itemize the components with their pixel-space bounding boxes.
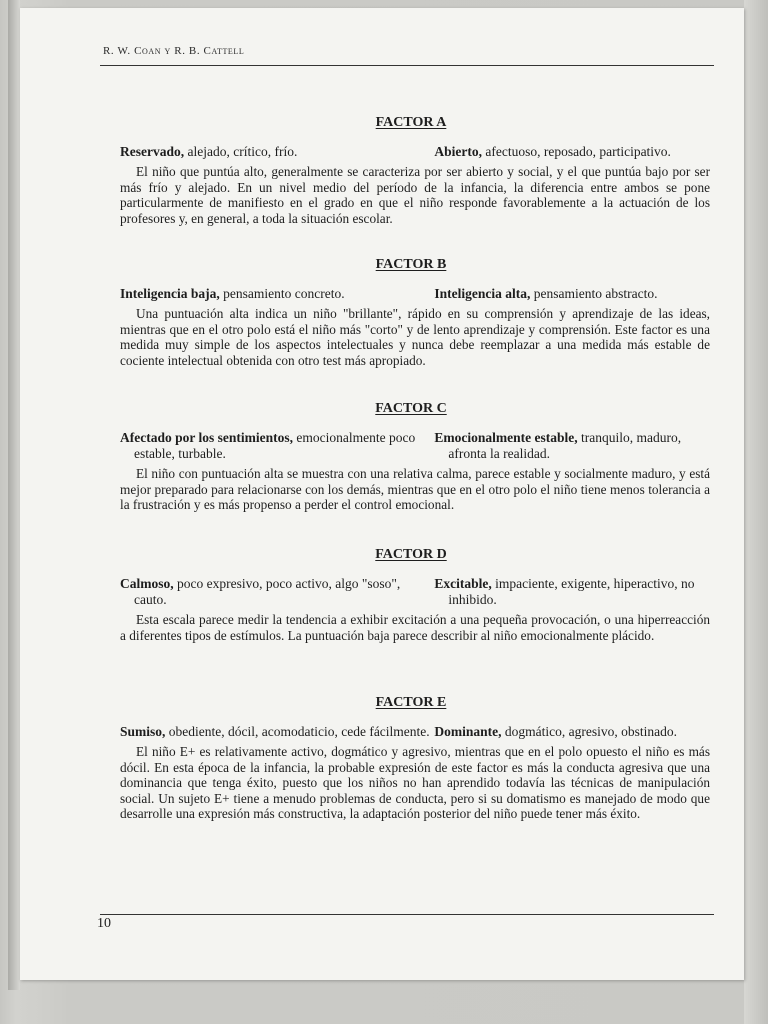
low-pole xyxy=(120,724,434,740)
factor-title: FACTOR B xyxy=(375,257,447,272)
factor-description: El niño que puntúa alto, generalmente se caracteriza por ser abierto y social, y el que puntúa bajo por ser más frío y alejado. En un nivel medio del período de la infancia, la diferencia entre ambos se pone particularmente de manifiesto en el grado en que el niño responde favorablemente a la actuación de los profesores y, en general, a toda la situación escolar. xyxy=(120,164,710,226)
factor-description: Esta escala parece medir la tendencia a exhibir excitación a una pequeña provocación, o una hiperreacción a diferentes tipos de estímulos. La puntuación baja parece describir al niño emocionalmente plácido. xyxy=(120,612,710,643)
low-pole-description: emocionalmente poco estable, turbable. xyxy=(134,430,416,461)
factor-description: El niño E+ es relativamente activo, dogmático y agresivo, mientras que en el polo opuesto el niño es más dócil. En esta época de la infancia, la probable expresión de este factor es más la conducta agresiva que una dominancia que tenga éxito, puesto que los niños no han aprendido todavía las técnicas de manipulación social. Un sujeto E+ tiene a menudo problemas de conducta, pero si su domatismo es manejado de modo que desarrolle una expresión más constructiva, la adaptación posterior del niño puede tener más éxito. xyxy=(120,744,710,821)
high-pole-term: Excitable, xyxy=(434,576,492,591)
low-pole xyxy=(120,144,434,160)
low-pole-description: poco expresivo, poco activo, algo "soso", cauto. xyxy=(134,576,401,607)
high-pole-description: tranquilo, maduro, afronta la realidad. xyxy=(448,430,682,461)
factor-poles xyxy=(120,286,710,302)
high-pole-term: Abierto, xyxy=(434,144,482,159)
high-pole xyxy=(434,430,710,462)
high-pole-term: Emocionalmente estable, xyxy=(434,430,578,445)
high-pole-description: afectuoso, reposado, participativo. xyxy=(482,144,671,159)
factor-c-section xyxy=(120,401,710,513)
factor-e-section xyxy=(120,695,710,822)
factor-title: FACTOR E xyxy=(375,695,447,710)
factor-poles xyxy=(120,724,710,740)
high-pole xyxy=(434,144,710,160)
high-pole-description: impaciente, exigente, hiperactivo, no inhibido. xyxy=(448,576,695,607)
low-pole-term: Inteligencia baja, xyxy=(120,286,220,301)
high-pole xyxy=(434,286,710,302)
low-pole-term: Afectado por los sentimientos, xyxy=(120,430,293,445)
high-pole-description: dogmático, agresivo, obstinado. xyxy=(501,724,677,739)
factor-description: El niño con puntuación alta se muestra con una relativa calma, parece estable y socialmente maduro, y está mejor preparado para relacionarse con los demás, mientras que en el otro polo el niño tiene menos tolerancia a la frustración y es más propenso a perder el control emocional. xyxy=(120,466,710,512)
running-head: R. W. Coan y R. B. Cattell xyxy=(103,45,245,57)
factor-a-section xyxy=(120,115,710,226)
factor-d-section xyxy=(120,547,710,643)
high-pole-term: Inteligencia alta, xyxy=(434,286,531,301)
high-pole xyxy=(434,576,710,608)
high-pole xyxy=(434,724,710,740)
factor-description: Una puntuación alta indica un niño "brillante", rápido en su comprensión y aprendizaje de las ideas, mientras que en el otro polo está el niño más "corto" y de lento aprendizaje y comprensión. Este factor es una medida muy simple de los aspectos intelectuales y nunca debe reemplazar a una medida más estable de cociente intelectual obtenida con otro test más apropiado. xyxy=(120,306,710,368)
factor-poles xyxy=(120,144,710,160)
factor-title: FACTOR C xyxy=(375,401,447,416)
page-number: 10 xyxy=(97,916,111,931)
high-pole-term: Dominante, xyxy=(434,724,502,739)
low-pole-term: Calmoso, xyxy=(120,576,174,591)
book-page xyxy=(20,8,744,980)
header-rule xyxy=(100,65,714,66)
low-pole-description: alejado, crítico, frío. xyxy=(184,144,298,159)
factor-poles xyxy=(120,430,710,462)
low-pole-term: Reservado, xyxy=(120,144,185,159)
low-pole xyxy=(120,430,434,462)
high-pole-description: pensamiento abstracto. xyxy=(530,286,658,301)
factor-poles xyxy=(120,576,710,608)
footer-rule xyxy=(100,914,714,915)
right-page-edge xyxy=(744,0,768,1024)
factor-title: FACTOR A xyxy=(375,115,447,130)
factor-title: FACTOR D xyxy=(375,547,447,562)
page-edge xyxy=(8,0,20,990)
low-pole-description: obediente, dócil, acomodaticio, cede fácilmente. xyxy=(165,724,430,739)
factor-b-section xyxy=(120,257,710,368)
low-pole xyxy=(120,286,434,302)
low-pole-description: pensamiento concreto. xyxy=(219,286,345,301)
low-pole xyxy=(120,576,434,608)
low-pole-term: Sumiso, xyxy=(120,724,166,739)
